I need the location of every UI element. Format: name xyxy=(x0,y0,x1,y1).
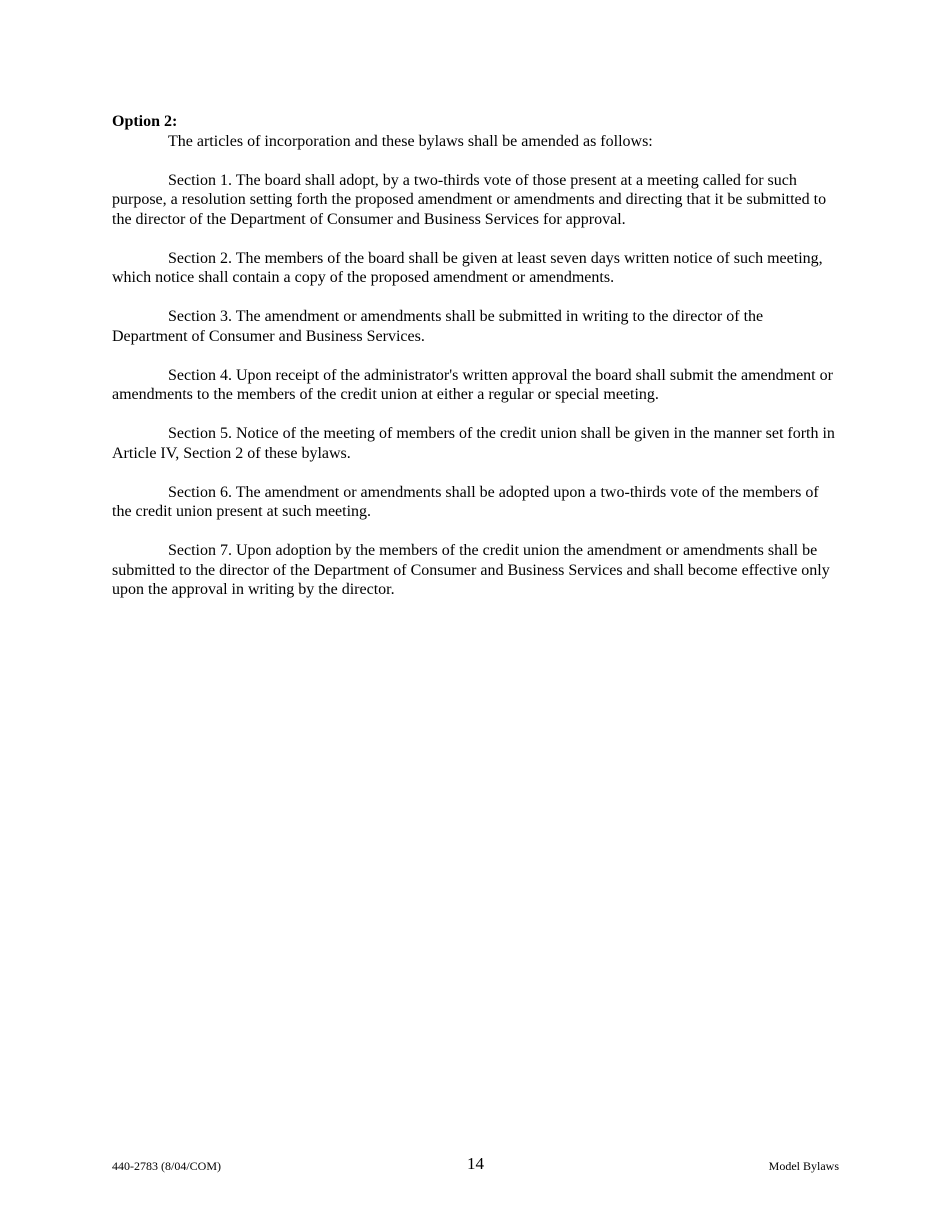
section-4-paragraph: Section 4. Upon receipt of the administrator's written approval the board shall submit the amendment or amendments to the members of the credit union at either a regular or special meeting. xyxy=(112,366,833,403)
document-title: Model Bylaws xyxy=(768,1159,839,1173)
page-number: 14 xyxy=(467,1154,484,1173)
section-6-paragraph: Section 6. The amendment or amendments shall be adopted upon a two-thirds vote of the members of the credit union present at such meeting. xyxy=(112,483,819,520)
option-heading: Option 2: xyxy=(112,113,178,130)
form-number: 440-2783 (8/04/COM) xyxy=(112,1159,221,1173)
section-7-paragraph: Section 7. Upon adoption by the members of the credit union the amendment or amendments shall be submitted to the director of the Department of Consumer and Business Services and shall become effective only upon the approval in writing by the director. xyxy=(112,542,830,598)
page-footer xyxy=(112,1154,839,1178)
section-2-paragraph: Section 2. The members of the board shall be given at least seven days written notice of such meeting, which notice shall contain a copy of the proposed amendment or amendments. xyxy=(112,249,823,286)
document-body xyxy=(112,112,842,600)
section-1-paragraph: Section 1. The board shall adopt, by a two-thirds vote of those present at a meeting called for such purpose, a resolution setting forth the proposed amendment or amendments and directing that it be submitted to the director of the Department of Consumer and Business Services for approval. xyxy=(112,171,827,228)
intro-paragraph: The articles of incorporation and these bylaws shall be amended as follows: xyxy=(168,132,653,150)
section-3-paragraph: Section 3. The amendment or amendments shall be submitted in writing to the director of the Department of Consumer and Business Services. xyxy=(112,308,764,345)
section-5-paragraph: Section 5. Notice of the meeting of members of the credit union shall be given in the manner set forth in Article IV, Section 2 of these bylaws. xyxy=(112,425,835,462)
